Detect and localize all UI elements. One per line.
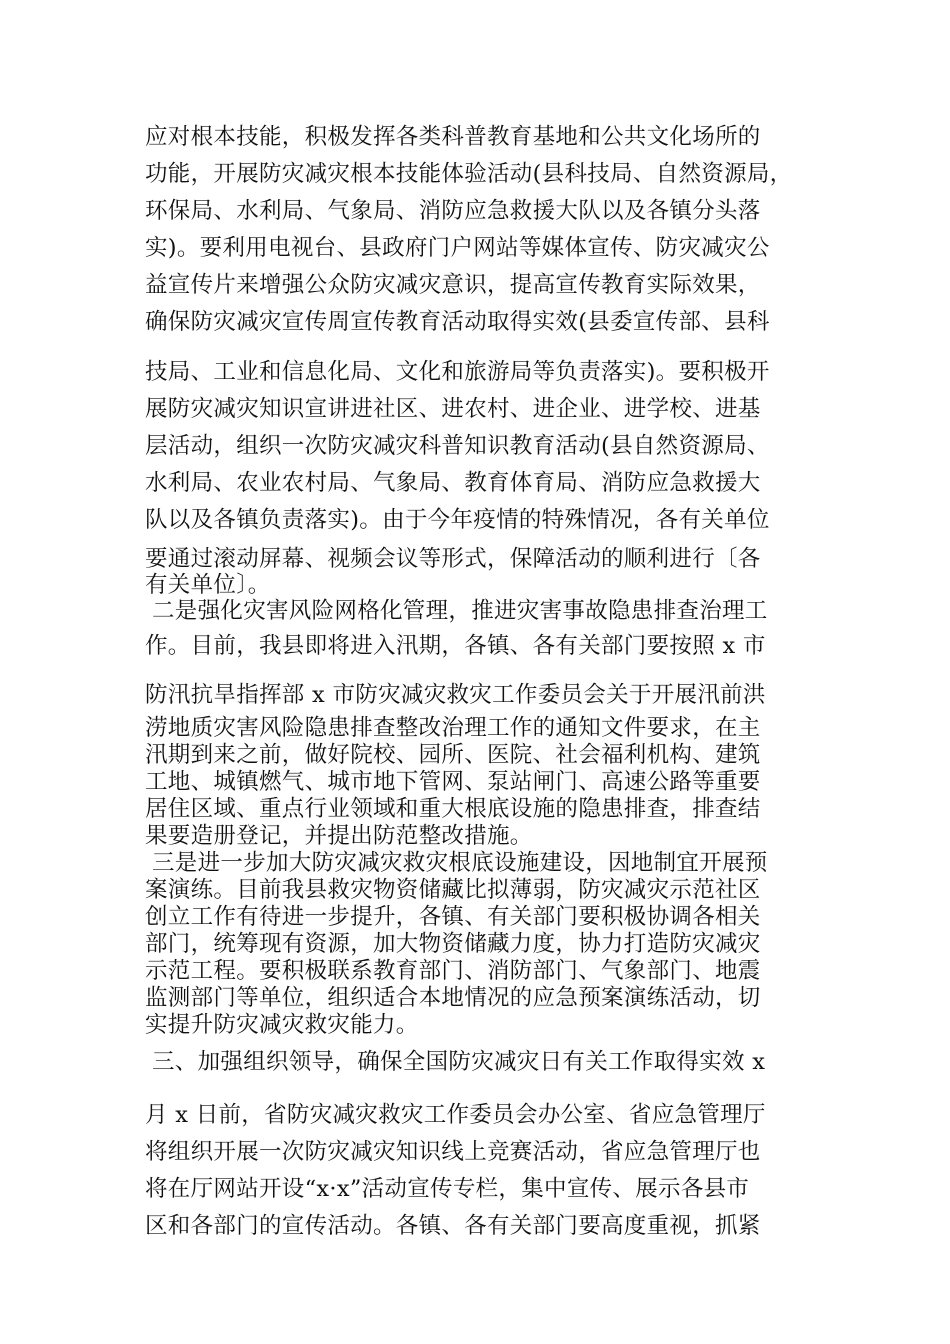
text-line: 应对根本技能，积极发挥各类科普教育基地和公共文化场所的 — [145, 124, 761, 150]
text-line: 层活动，组织一次防灾减灾科普知识教育活动(县自然资源局、 — [145, 433, 770, 459]
text-line: 三是进一步加大防灾减灾救灾根底设施建设，因地制宜开展预 — [152, 850, 768, 876]
text-line: 水利局、农业农村局、气象局、教育体育局、消防应急救援大 — [145, 470, 761, 496]
text-line: 果要造册登记，并提出防范整改措施。 — [145, 823, 533, 849]
text-line: 区和各部门的宣传活动。各镇、各有关部门要高度重视，抓紧 — [145, 1213, 761, 1239]
text-line: 将组织开展一次防灾减灾知识线上竞赛活动，省应急管理厅也 — [145, 1139, 761, 1165]
text-line: 有关单位〕。 — [145, 572, 271, 598]
text-line: 三、加强组织领导，确保全国防灾减灾日有关工作取得实效 x — [152, 1049, 766, 1075]
text-line: 展防灾减灾知识宣讲进社区、进农村、进企业、进学校、进基 — [145, 396, 761, 422]
text-line: 监测部门等单位，组织适合本地情况的应急预案演练活动，切 — [145, 985, 761, 1011]
text-line: 确保防灾减灾宣传周宣传教育活动取得实效(县委宣传部、县科 — [145, 309, 770, 335]
text-line: 实)。要利用电视台、县政府门户网站等媒体宣传、防灾减灾公 — [145, 235, 770, 261]
text-line: 队以及各镇负责落实)。由于今年疫情的特殊情况，各有关单位 — [145, 507, 770, 533]
text-line: 示范工程。要积极联系教育部门、消防部门、气象部门、地震 — [145, 958, 761, 984]
text-line: 月 x 日前，省防灾减灾救灾工作委员会办公室、省应急管理厅 — [145, 1102, 766, 1128]
text-line: 工地、城镇燃气、城市地下管网、泵站闸门、高速公路等重要 — [145, 769, 761, 795]
text-line: 案演练。目前我县救灾物资储藏比拟薄弱，防灾减灾示范社区 — [145, 877, 761, 903]
text-line: 技局、工业和信息化局、文化和旅游局等负责落实)。要积极开 — [145, 359, 770, 385]
text-line: 实提升防灾减灾救灾能力。 — [145, 1012, 419, 1038]
text-line: 要通过滚动屏幕、视频会议等形式，保障活动的顺利进行〔各 — [145, 546, 761, 572]
text-line: 益宣传片来增强公众防灾减灾意识，提高宣传教育实际效果， — [145, 272, 761, 298]
text-line: 将在厅网站开设“x·x”活动宣传专栏，集中宣传、展示各县市 — [145, 1176, 750, 1202]
text-line: 居住区域、重点行业领域和重大根底设施的隐患排查，排查结 — [145, 796, 761, 822]
text-line: 环保局、水利局、气象局、消防应急救援大队以及各镇分头落 — [145, 198, 761, 224]
text-line: 部门，统筹现有资源，加大物资储藏力度，协力打造防灾减灾 — [145, 931, 761, 957]
text-line: 防汛抗旱指挥部 x 市防灾减灾救灾工作委员会关于开展汛前洪 — [145, 682, 766, 708]
text-line: 二是强化灾害风险网格化管理，推进灾害事故隐患排查治理工 — [152, 598, 768, 624]
text-line: 作。目前，我县即将进入汛期，各镇、各有关部门要按照 x 市 — [145, 633, 766, 659]
text-line: 创立工作有待进一步提升，各镇、有关部门要积极协调各相关 — [145, 904, 761, 930]
text-line: 功能，开展防灾减灾根本技能体验活动(县科技局、自然资源局， — [145, 161, 793, 187]
text-line: 涝地质灾害风险隐患排查整改治理工作的通知文件要求，在主 — [145, 715, 761, 741]
text-line: 汛期到来之前，做好院校、园所、医院、社会福利机构、建筑 — [145, 742, 761, 768]
